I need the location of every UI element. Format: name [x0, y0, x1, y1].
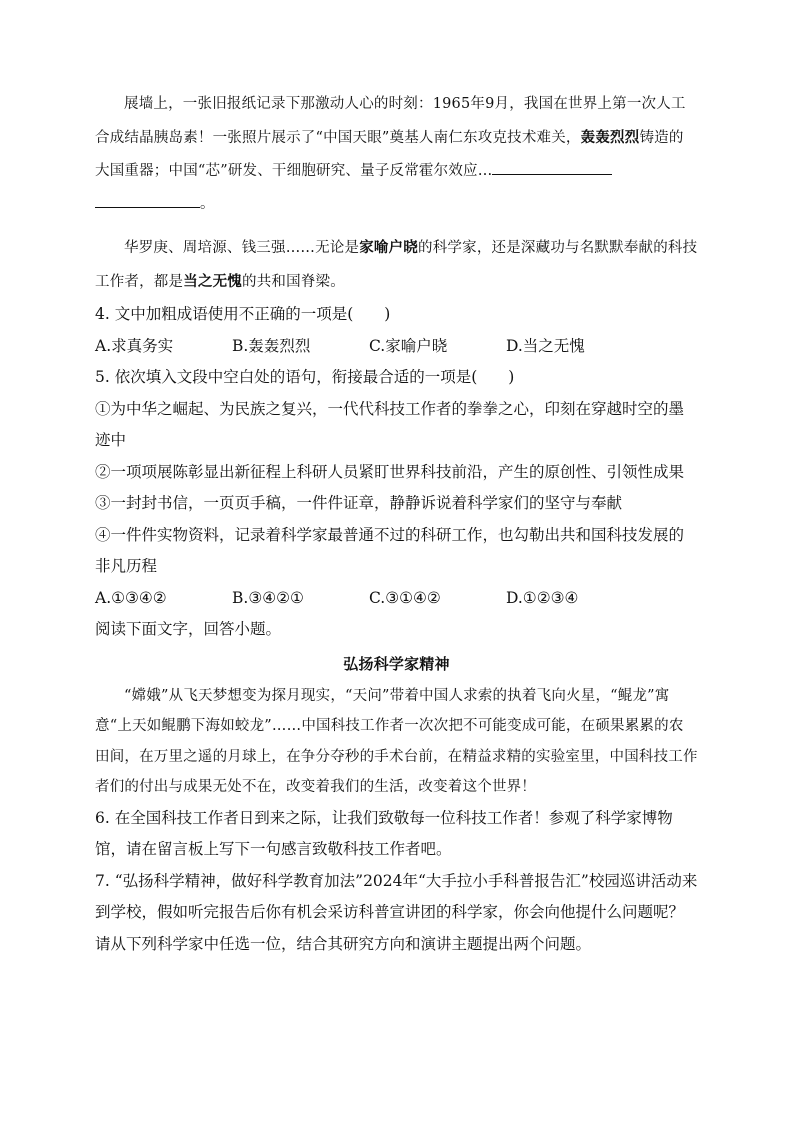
question-5-item-4: ④一件件实物资料，记录着科学家最普通不过的科研工作，也勾勒出共和国科技发展的非凡历程 [95, 525, 685, 575]
reading-intro: 阅读下面文字，回答小题。 [95, 620, 282, 638]
bold-idiom: 家喻户晓 [359, 239, 419, 256]
option-a[interactable]: A.求真务实 [95, 336, 174, 355]
option-c[interactable]: C.家喻户晓 [369, 336, 448, 355]
question-4-options [95, 331, 698, 363]
document-page [95, 88, 698, 960]
question-5-item-3: ③一封封书信，一页页手稿，一件件证章，静静诉说着科学家们的坚守与奉献 [95, 494, 623, 512]
option-a[interactable]: A.①③④② [95, 588, 167, 607]
option-c[interactable]: C.③①④② [369, 588, 441, 607]
passage-text: 。 [200, 196, 215, 212]
question-7: 7. “弘扬科学精神，做好科学教育加法”2024年“大手拉小手科普报告汇”校园巡讲活动来到学校，假如听完报告后你有机会采访科普宣讲团的科学家，你会向他提什么问题呢？请从下列科学家中任选一位，结合其研究方向和演讲主题提出两个问题。 [95, 871, 698, 953]
bold-idiom: 当之无愧 [183, 273, 243, 290]
passage-paragraph-1 [95, 88, 698, 221]
essay-title: 弘扬科学家精神 [343, 654, 450, 673]
passage-text: 铸造的大国重器；中国“芯”研发、干细胞研究、量子反常霍尔效应… [95, 130, 684, 179]
fill-blank[interactable] [95, 193, 200, 208]
question-5-item-1: ①为中华之崛起、为民族之复兴，一代代科技工作者的拳拳之心，印刻在穿越时空的墨迹中 [95, 399, 685, 449]
passage-paragraph-2 [95, 231, 698, 299]
bold-idiom: 轰轰烈烈 [580, 129, 640, 146]
passage-text: 的共和国脊梁。 [242, 274, 345, 290]
fill-blank[interactable] [492, 160, 612, 175]
question-5-options [95, 583, 698, 615]
essay-body: “嫦娥”从飞天梦想变为探月现实，“天问”带着中国人求索的执着飞向火星，“鲲龙”寓意“上天如鲲鹏下海如蛟龙”……中国科技工作者一次次把不可能变成可能，在硕果累累的农田间，在万里之遥的月球上，在争分夺秒的手术台前，在精益求精的实验室里，中国科技工作者们的付出与成果无处不在，改变着我们的生活，改变着这个世界！ [95, 687, 698, 795]
passage-text: 的科学家，还是深藏功与名默默奉献的科技工作者，都是 [95, 240, 698, 290]
passage-text: 展墙上，一张旧报纸记录下那激动人心的时刻：1965年9月，我国在世界上第一次人工合成结晶胰岛素！一张照片展示了“中国天眼”奠基人南仁东攻克技术难关， [95, 96, 686, 146]
passage-text: 华罗庚、周培源、钱三强……无论是 [124, 240, 360, 256]
option-b[interactable]: B.轰轰烈烈 [232, 336, 311, 355]
question-6: 6. 在全国科技工作者日到来之际，让我们致敬每一位科技工作者！参观了科学家博物馆，请在留言板上写下一句感言致敬科技工作者吧。 [95, 808, 673, 858]
option-d[interactable]: D.当之无愧 [506, 336, 585, 355]
question-5-stem: 5. 依次填入文段中空白处的语句，衔接最合适的一项是( ) [95, 368, 515, 386]
option-b[interactable]: B.③④②① [232, 588, 304, 607]
question-4-stem: 4. 文中加粗成语使用不正确的一项是( ) [95, 305, 391, 323]
option-d[interactable]: D.①②③④ [506, 588, 579, 607]
question-5-item-2: ②一项项展陈彰显出新征程上科研人员紧盯世界科技前沿，产生的原创性、引领性成果 [95, 462, 685, 481]
